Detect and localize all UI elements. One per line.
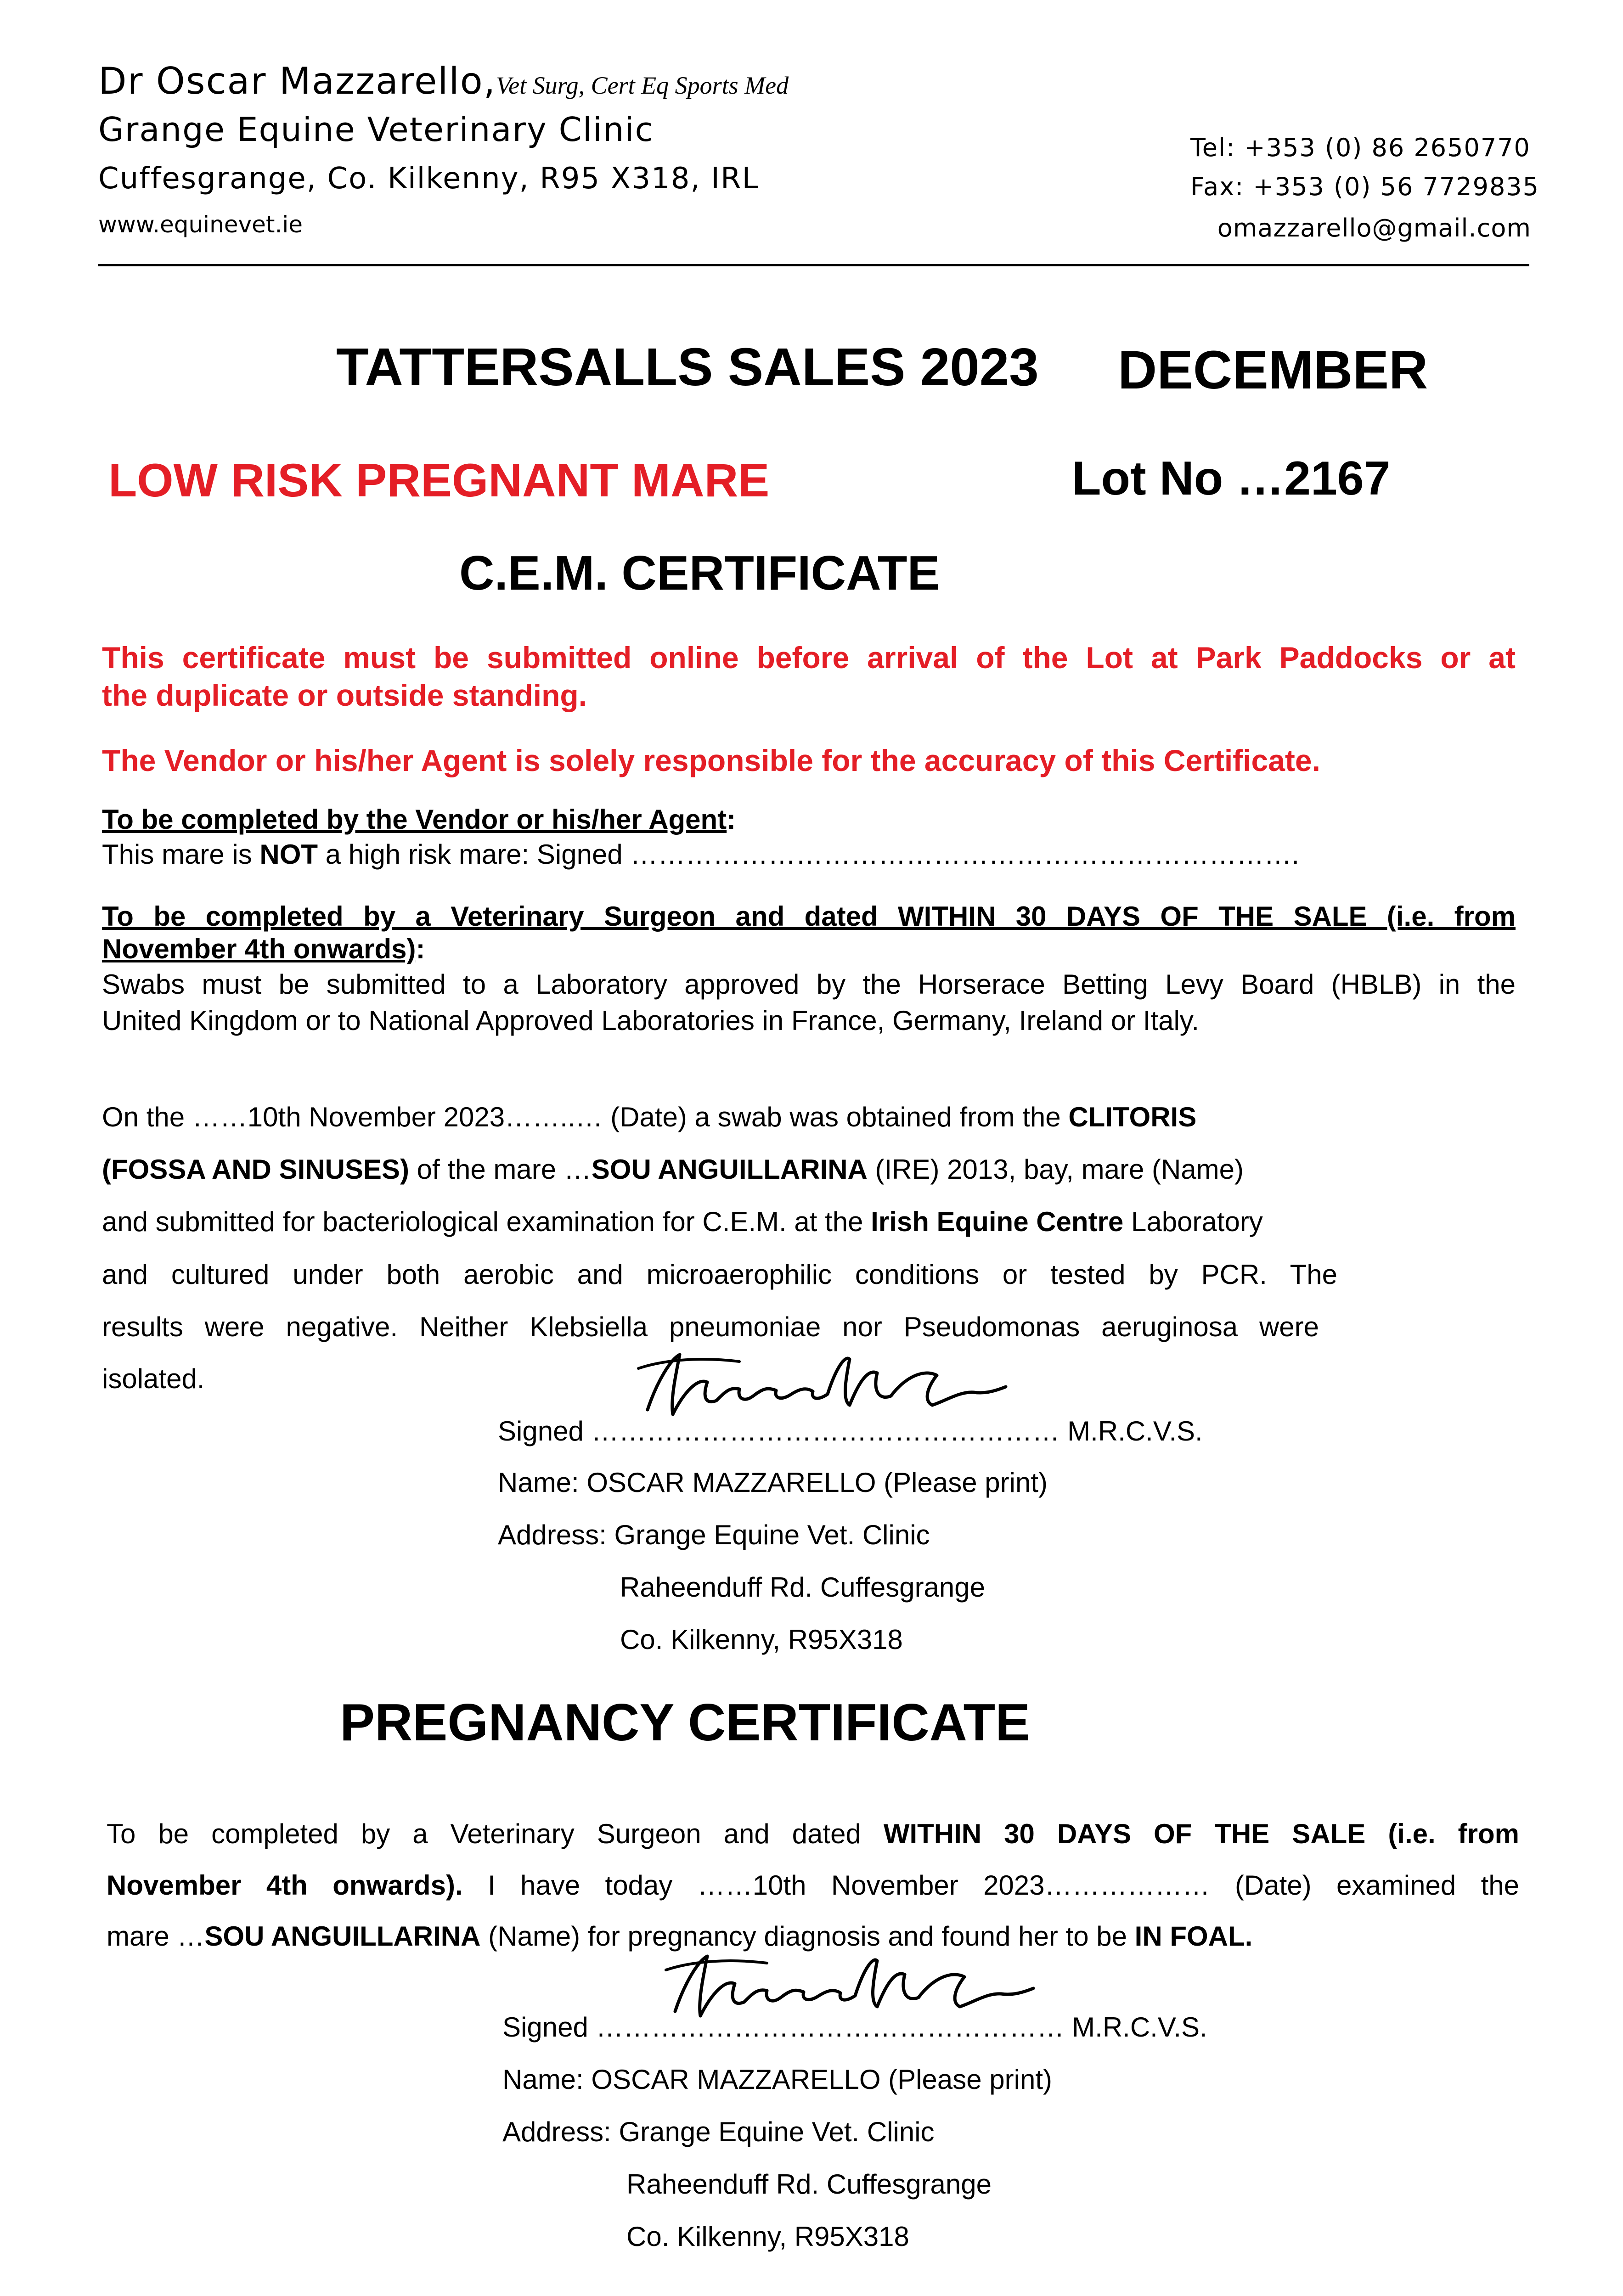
cem-vet-address-1: Address: Grange Equine Vet. Clinic <box>498 1519 930 1550</box>
pregnancy-heading: PREGNANCY CERTIFICATE <box>340 1694 1031 1752</box>
pregnancy-body-line-2: November 4th onwards). I have today ……10th November 2023……………… (Date) examined the <box>107 1870 1519 1901</box>
cem-body-line-3: and submitted for bacteriological examination for C.E.M. at the Irish Equine Centre Laboratory <box>102 1206 1263 1237</box>
pregnancy-vet-address-3: Co. Kilkenny, R95X318 <box>626 2221 909 2252</box>
cem-body-line-2: (FOSSA AND SINUSES) of the mare …SOU ANGUILLARINA (IRE) 2013, bay, mare (Name) <box>102 1154 1244 1185</box>
pregnancy-body-line-1: To be completed by a Veterinary Surgeon and dated WITHIN 30 DAYS OF THE SALE (i.e. from <box>107 1818 1519 1849</box>
warning-line-1: This certificate must be submitted online before arrival of the Lot at Park Paddocks or at <box>102 641 1516 675</box>
clinic-email: omazzarello@gmail.com <box>1217 214 1531 242</box>
cem-body-line-1: On the ……10th November 2023……..… (Date) a swab was obtained from the CLITORIS <box>102 1102 1197 1132</box>
clinic-name: Grange Equine Veterinary Clinic <box>98 110 654 149</box>
cem-heading: C.E.M. CERTIFICATE <box>459 546 940 600</box>
vet-heading-line-1: To be completed by a Veterinary Surgeon and dated WITHIN 30 DAYS OF THE SALE (i.e. from <box>102 901 1516 932</box>
cem-vet-address-2: Raheenduff Rd. Cuffesgrange <box>620 1572 986 1603</box>
pregnancy-vet-address-1: Address: Grange Equine Vet. Clinic <box>502 2116 935 2147</box>
cem-vet-name: Name: OSCAR MAZZARELLO (Please print) <box>498 1467 1048 1498</box>
vet-heading-line-2: November 4th onwards): <box>102 934 425 964</box>
cem-body-line-6: isolated. <box>102 1363 205 1394</box>
sale-month: DECEMBER <box>1118 340 1428 400</box>
clinic-fax: Fax: +353 (0) 56 7729835 <box>1190 172 1540 201</box>
lot-number: Lot No …2167 <box>1072 452 1391 505</box>
clinic-tel: Tel: +353 (0) 86 2650770 <box>1190 133 1531 162</box>
letterhead-divider <box>98 264 1529 266</box>
pregnancy-vet-name: Name: OSCAR MAZZARELLO (Please print) <box>502 2064 1052 2095</box>
pregnancy-signed-line: Signed …………………………………………… M.R.C.V.S. <box>502 2012 1207 2043</box>
cem-body-line-4: and cultured under both aerobic and microaerophilic conditions or tested by PCR. The <box>102 1259 1337 1290</box>
cem-signed-line: Signed …………………………………………… M.R.C.V.S. <box>498 1416 1203 1446</box>
vet-name: Dr Oscar Mazzarello,Vet Surg, Cert Eq Sports Med <box>98 60 789 102</box>
pregnancy-vet-address-2: Raheenduff Rd. Cuffesgrange <box>626 2169 992 2200</box>
vendor-declaration: This mare is NOT a high risk mare: Signed ………………………………………………………………. <box>102 839 1300 870</box>
pregnancy-body-line-3: mare …SOU ANGUILLARINA (Name) for pregnancy diagnosis and found her to be IN FOAL. <box>107 1921 1253 1952</box>
clinic-address: Cuffesgrange, Co. Kilkenny, R95 X318, IRL <box>98 162 760 196</box>
cem-vet-address-3: Co. Kilkenny, R95X318 <box>620 1624 903 1655</box>
cem-body-line-5: results were negative. Neither Klebsiella pneumoniae nor Pseudomonas aeruginosa were <box>102 1311 1319 1342</box>
vendor-responsibility-warning: The Vendor or his/her Agent is solely responsible for the accuracy of this Certificate. <box>102 743 1320 777</box>
swab-instructions-line-1: Swabs must be submitted to a Laboratory approved by the Horserace Betting Levy Board (HBLB) in the <box>102 969 1516 1000</box>
vendor-heading: To be completed by the Vendor or his/her Agent: <box>102 804 736 835</box>
swab-instructions-line-2: United Kingdom or to National Approved Laboratories in France, Germany, Ireland or Italy. <box>102 1005 1200 1036</box>
warning-line-2: the duplicate or outside standing. <box>102 678 587 712</box>
sale-title: TATTERSALLS SALES 2023 <box>336 337 1039 397</box>
clinic-website: www.equinevet.ie <box>98 211 303 238</box>
vet-qualifications: Vet Surg, Cert Eq Sports Med <box>496 72 789 99</box>
mare-status: LOW RISK PREGNANT MARE <box>108 454 770 506</box>
